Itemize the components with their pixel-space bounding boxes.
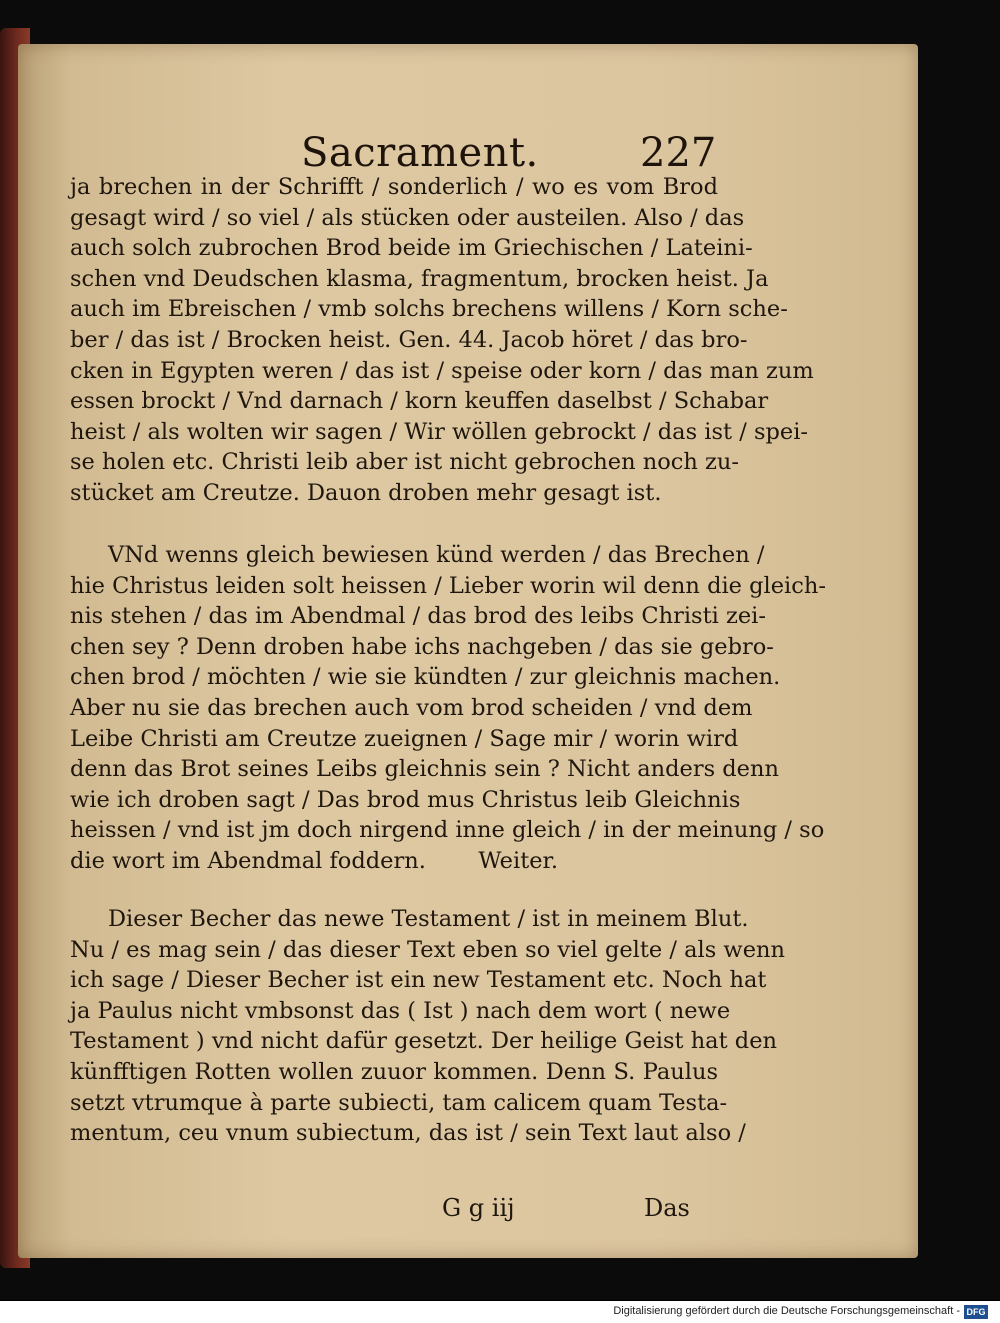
text-line: nis stehen / das im Abendmal / das brod des leibs Christi zei- xyxy=(70,603,766,630)
text-line: wie ich droben sagt / Das brod mus Christus leib Gleichnis xyxy=(70,786,741,813)
text-line: auch solch zubrochen Brod beide im Griechischen / Lateini- xyxy=(70,235,753,262)
text-line: ja Paulus nicht vmbsonst das ( Ist ) nach dem wort ( newe xyxy=(70,997,731,1024)
text-line-with-trailing-word xyxy=(70,846,718,877)
text-line: heist / als wolten wir sagen / Wir wöllen gebrockt / das ist / spei- xyxy=(70,418,809,445)
text-line: se holen etc. Christi leib aber ist nicht gebrochen noch zu- xyxy=(70,449,739,476)
text-line: gesagt wird / so viel / als stücken oder austeilen. Also / das xyxy=(70,204,745,231)
text-line: heissen / vnd ist jm doch nirgend inne gleich / in der meinung / so xyxy=(70,817,825,844)
paragraph-3 xyxy=(70,904,785,1149)
text-line: schen vnd Deudschen klasma, fragmentum, brocken heist. Ja xyxy=(70,265,769,292)
text-line: mentum, ceu vnum subiectum, das ist / sein Text laut also / xyxy=(70,1120,746,1147)
dfg-logo: DFG xyxy=(964,1305,988,1319)
book-page xyxy=(18,44,918,1258)
page-title: Sacrament. xyxy=(301,130,539,176)
paragraph-1 xyxy=(70,172,814,509)
text-line: Leibe Christi am Creutze zueignen / Sage mir / worin wird xyxy=(70,725,739,752)
paragraph-2 xyxy=(70,540,826,877)
text-line: VNd wenns gleich bewiesen künd werden / das Brechen / xyxy=(108,542,765,568)
trailing-word: Weiter. xyxy=(478,847,558,874)
text-line: chen brod / möchten / wie sie kündten / zur gleichnis machen. xyxy=(70,664,781,691)
text-line: künfftigen Rotten wollen zuuor kommen. Denn S. Paulus xyxy=(70,1058,718,1085)
text-line: hie Christus leiden solt heissen / Lieber worin wil denn die gleich- xyxy=(70,572,826,599)
text-line: setzt vtrumque à parte subiecti, tam calicem quam Testa- xyxy=(70,1089,728,1116)
page-footer xyxy=(18,1194,918,1228)
text-line: cken in Egypten weren / das ist / speise oder korn / das man zum xyxy=(70,357,814,384)
text-line: stücket am Creutze. Dauon droben mehr gesagt ist. xyxy=(70,479,662,506)
credit-bar xyxy=(0,1301,1000,1323)
text-line: Nu / es mag sein / das dieser Text eben so viel gelte / als wenn xyxy=(70,936,785,963)
text-line: die wort im Abendmal foddern. xyxy=(70,847,426,874)
catchword: Das xyxy=(644,1194,690,1222)
credit-text: Digitalisierung gefördert durch die Deutsche Forschungsgemeinschaft - xyxy=(613,1305,960,1317)
text-line: ich sage / Dieser Becher ist ein new Testament etc. Noch hat xyxy=(70,967,767,994)
text-line: Aber nu sie das brechen auch vom brod scheiden / vnd dem xyxy=(70,694,753,721)
text-line: Testament ) vnd nicht dafür gesetzt. Der heilige Geist hat den xyxy=(70,1028,778,1055)
text-line: essen brockt / Vnd darnach / korn keuffen daselbst / Schabar xyxy=(70,388,769,415)
text-line: auch im Ebreischen / vmb solchs brechens willens / Korn sche- xyxy=(70,296,788,323)
page-number: 227 xyxy=(640,130,717,176)
text-line: Dieser Becher das newe Testament / ist in meinem Blut. xyxy=(108,906,749,932)
text-line: ber / das ist / Brocken heist. Gen. 44. Jacob höret / das bro- xyxy=(70,326,748,353)
text-line: chen sey ? Denn droben habe ichs nachgeben / das sie gebro- xyxy=(70,633,774,660)
text-line: denn das Brot seines Leibs gleichnis sein ? Nicht anders denn xyxy=(70,756,779,783)
text-line: ja brechen in der Schrifft / sonderlich / wo es vom Brod xyxy=(70,174,718,200)
signature-mark: G g iij xyxy=(442,1194,515,1222)
